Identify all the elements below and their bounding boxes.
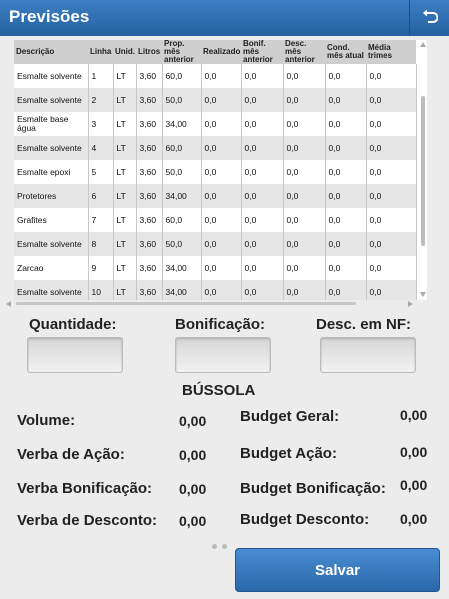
table-cell: LT [113,160,136,184]
table-cell: 0,0 [283,160,325,184]
table-cell: 3,60 [136,256,162,280]
table-row[interactable] [14,184,416,208]
table-cell: LT [113,184,136,208]
table-cell: 0,0 [283,208,325,232]
table-cell: 3 [88,112,113,136]
volume-label: Volume: [17,412,76,429]
table-cell: 0,0 [241,280,283,300]
table-cell: 6 [88,184,113,208]
table-cell: 0,0 [366,280,416,300]
vertical-scrollbar[interactable] [420,54,426,290]
table-cell: 0,0 [201,112,241,136]
col-header[interactable]: Prop. mês anterior [162,40,201,64]
table-cell: 0,0 [201,280,241,300]
table-cell: LT [113,280,136,300]
desc-nf-label: Desc. em NF: [316,316,412,333]
table-cell: 0,0 [325,160,366,184]
table-cell: 3,60 [136,184,162,208]
budget-acao-label: Budget Ação: [240,445,337,462]
table-cell: Esmalte base água [14,112,88,136]
table-cell: 0,0 [283,256,325,280]
verba-desconto-label: Verba de Desconto: [17,512,158,529]
horizontal-scrollbar[interactable] [10,301,412,307]
table-cell: 0,0 [325,112,366,136]
table-cell: 0,0 [241,88,283,112]
table-cell: 0,0 [366,232,416,256]
scroll-up-icon[interactable] [420,42,426,47]
table-cell: 0,0 [366,256,416,280]
budget-bonificacao-value: 0,00 [400,477,428,493]
budget-bonificacao-label: Budget Bonificação: [240,480,386,497]
table-cell: 3,60 [136,136,162,160]
table-cell: 0,0 [366,160,416,184]
table-row[interactable] [14,64,416,88]
scroll-right-icon[interactable] [408,301,413,307]
page-title: Previsões [9,7,90,26]
table-cell: Esmalte solvente [14,64,88,88]
table-cell: 5 [88,160,113,184]
volume-value: 0,00 [179,413,207,429]
desc-nf-input[interactable] [320,337,416,373]
table-cell: 0,0 [366,208,416,232]
table-row[interactable] [14,208,416,232]
table-cell: 0,0 [201,184,241,208]
table-cell: LT [113,88,136,112]
table-cell: 0,0 [366,112,416,136]
table-cell: 0,0 [201,88,241,112]
table-cell: 0,0 [241,184,283,208]
verba-desconto-value: 0,00 [179,513,207,529]
table-row[interactable] [14,88,416,112]
table-cell: 0,0 [201,160,241,184]
back-button[interactable] [416,4,444,32]
table-header [14,40,416,64]
table-cell: 60,0 [162,136,201,160]
table-cell: 0,0 [201,232,241,256]
table-cell: Esmalte solvente [14,232,88,256]
table-cell: 0,0 [325,88,366,112]
table-cell: 0,0 [366,64,416,88]
table-cell: 1 [88,64,113,88]
forecast-table[interactable] [14,40,427,300]
table-cell: 0,0 [325,208,366,232]
table-cell: 0,0 [325,280,366,300]
table-cell: 4 [88,136,113,160]
table-cell: 0,0 [366,88,416,112]
col-header[interactable]: Linha [88,40,113,64]
table-cell: LT [113,208,136,232]
table-row[interactable] [14,112,416,136]
table-cell: 3,60 [136,88,162,112]
table-cell: 7 [88,208,113,232]
back-arrow-icon [422,9,438,27]
table-cell: 0,0 [325,64,366,88]
verba-acao-value: 0,00 [179,447,207,463]
quantidade-label: Quantidade: [29,316,117,333]
table-cell: 0,0 [325,184,366,208]
table-cell: 0,0 [283,64,325,88]
table-cell: 0,0 [201,64,241,88]
col-header[interactable]: Bonif. mês anterior [241,40,283,64]
table-cell: Grafites [14,208,88,232]
col-header[interactable]: Litros [136,40,162,64]
table-cell: 50,0 [162,88,201,112]
col-header[interactable]: Cond. mês atual [325,40,366,64]
scroll-left-icon[interactable] [6,301,11,307]
table-cell: 34,00 [162,112,201,136]
table-cell: Esmalte solvente [14,280,88,300]
table-cell: 0,0 [283,112,325,136]
col-header[interactable]: Média trimes [366,40,416,64]
table-cell: 0,0 [283,280,325,300]
table-cell: 0,0 [201,208,241,232]
table-cell: 34,00 [162,256,201,280]
col-header[interactable]: Realizado [201,40,241,64]
table-cell: 0,0 [366,136,416,160]
table-cell: 60,0 [162,208,201,232]
table-cell: 0,0 [201,136,241,160]
budget-desconto-label: Budget Desconto: [240,511,370,528]
table-cell: 3,60 [136,232,162,256]
table-cell: 0,0 [241,64,283,88]
table-cell: 0,0 [201,256,241,280]
table-cell: LT [113,136,136,160]
table-row[interactable] [14,232,416,256]
table-cell: 0,0 [283,88,325,112]
table-cell: 0,0 [241,136,283,160]
table-row[interactable] [14,160,416,184]
col-header[interactable]: Desc. mês anterior [283,40,325,64]
table-cell: 3,60 [136,160,162,184]
table-cell: 0,0 [241,112,283,136]
table-cell: Zarcao [14,256,88,280]
table-cell: 3,60 [136,280,162,300]
bussola-title: BÚSSOLA [182,382,256,399]
table-cell: LT [113,112,136,136]
page-dot[interactable] [212,544,217,549]
table-cell: 60,0 [162,64,201,88]
table-cell: 0,0 [283,232,325,256]
table-cell: 0,0 [283,136,325,160]
col-header[interactable]: Descrição [14,40,88,64]
page-indicator[interactable] [212,536,236,542]
page-dot[interactable] [222,544,227,549]
table-cell: 34,00 [162,280,201,300]
table-row[interactable] [14,280,416,300]
table-cell: 0,0 [283,184,325,208]
table-cell: 34,00 [162,184,201,208]
table-cell: 10 [88,280,113,300]
table-cell: 9 [88,256,113,280]
table-cell: 50,0 [162,160,201,184]
table-cell: 0,0 [241,208,283,232]
table-cell: LT [113,64,136,88]
quantidade-input[interactable] [27,337,123,373]
table-cell: 0,0 [325,136,366,160]
save-button[interactable]: Salvar [235,548,440,592]
budget-acao-value: 0,00 [400,444,428,460]
table-cell: 0,0 [241,256,283,280]
table-cell: 0,0 [241,160,283,184]
table-cell: Protetores [14,184,88,208]
table-cell: LT [113,232,136,256]
table-row[interactable] [14,136,416,160]
table-cell: 0,0 [366,184,416,208]
scrollbar-thumb[interactable] [16,302,356,305]
bonificacao-input[interactable] [175,337,271,373]
table-cell: 0,0 [325,256,366,280]
top-bar [0,0,449,36]
table-cell: 3,60 [136,112,162,136]
table-row[interactable] [14,256,416,280]
table-cell: 2 [88,88,113,112]
table-cell: Esmalte solvente [14,136,88,160]
verba-bonificacao-value: 0,00 [179,481,207,497]
table-cell: Esmalte solvente [14,88,88,112]
table-cell: LT [113,256,136,280]
scrollbar-thumb[interactable] [421,96,425,246]
table-cell: 8 [88,232,113,256]
budget-geral-value: 0,00 [400,407,428,423]
table-cell: 3,60 [136,64,162,88]
table-cell: 0,0 [325,232,366,256]
table-cell: 0,0 [241,232,283,256]
verba-bonificacao-label: Verba Bonificação: [17,480,153,497]
scroll-down-icon[interactable] [420,292,426,297]
col-header[interactable]: Unid. [113,40,136,64]
table-cell: 50,0 [162,232,201,256]
budget-geral-label: Budget Geral: [240,408,340,425]
table-cell: Esmalte epoxi [14,160,88,184]
budget-desconto-value: 0,00 [400,511,428,527]
header-divider [409,0,410,36]
bonificacao-label: Bonificação: [175,316,266,333]
table-cell: 3,60 [136,208,162,232]
verba-acao-label: Verba de Ação: [17,446,125,463]
